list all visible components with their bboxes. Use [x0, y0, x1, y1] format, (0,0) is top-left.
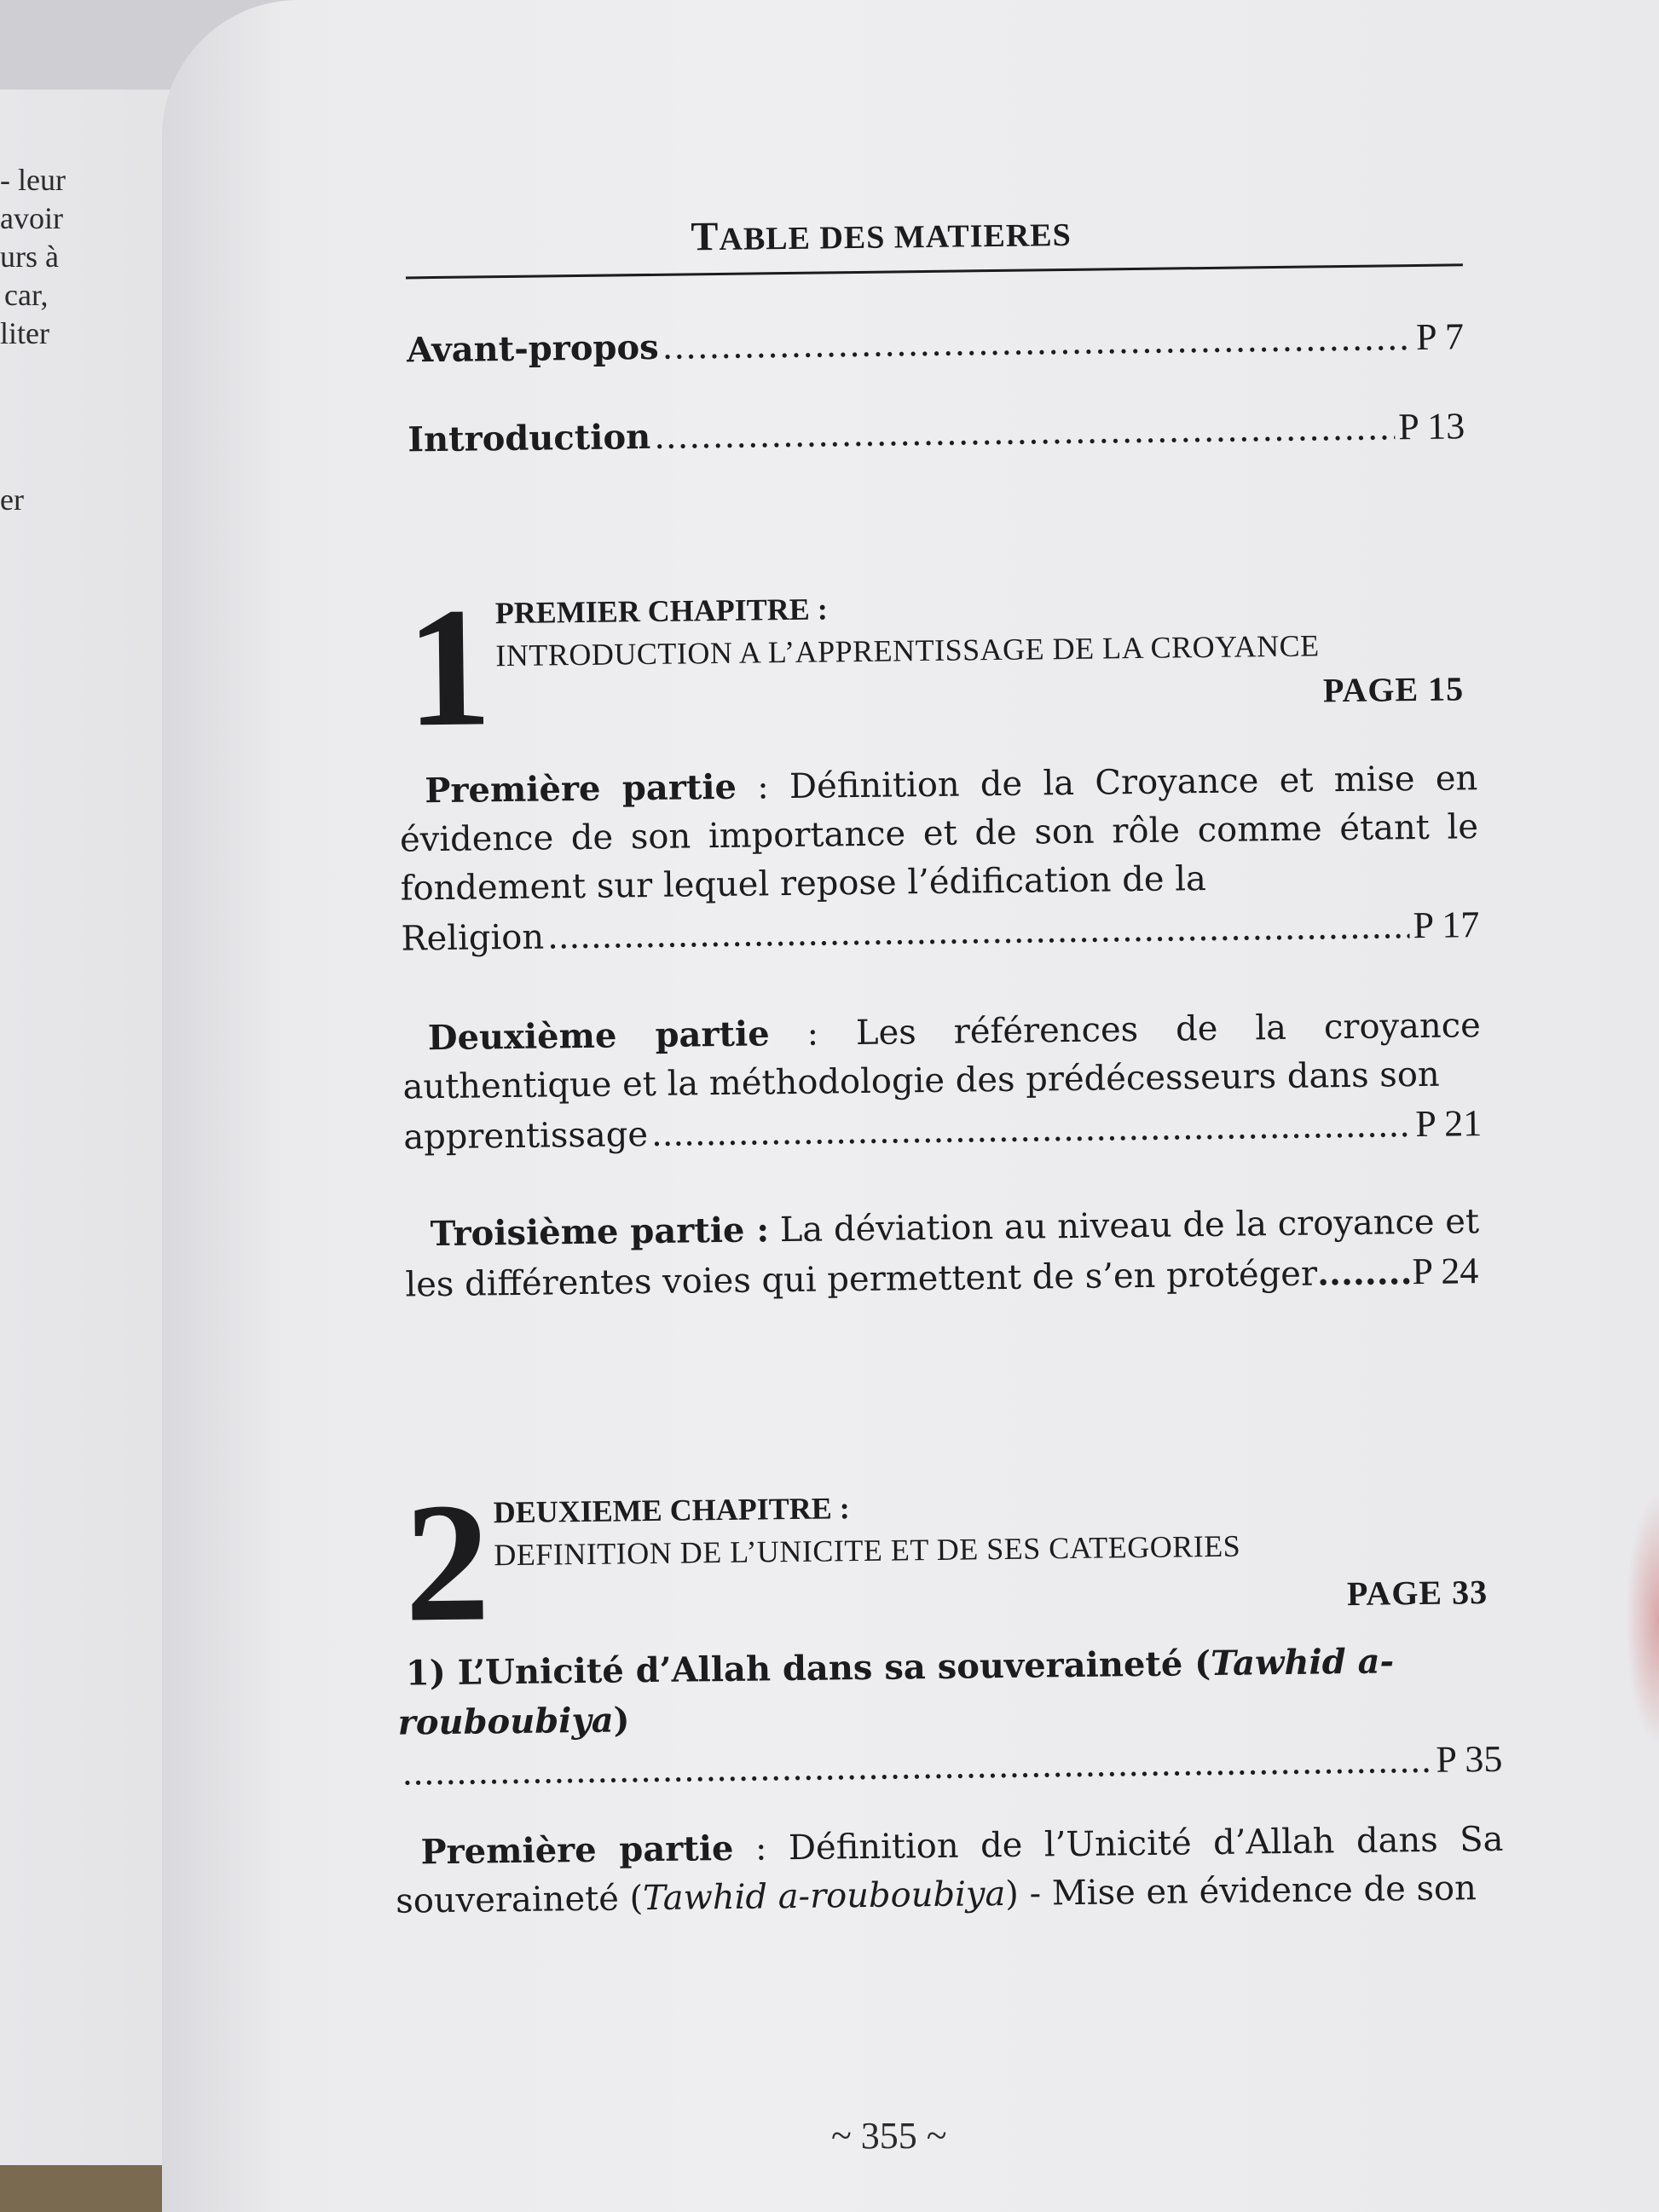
part-text: Religion	[401, 917, 545, 959]
part-page: P 17	[1413, 904, 1480, 947]
chapter-2-number: 2	[403, 1468, 491, 1658]
entry-label: Avant-propos	[406, 326, 659, 371]
part-text: : Définition de la Croyance et mise en évidence de son importance et de son rôle comme étant le fondement sur lequel repose l’édification de la	[399, 759, 1479, 909]
left-page-line: urs à	[0, 240, 59, 274]
chapter-2-page: PAGE 33	[1346, 1573, 1488, 1614]
part-label: Première partie	[425, 766, 737, 811]
entry-page: P 13	[1398, 405, 1465, 448]
chapter-1-number: 1	[405, 573, 493, 763]
left-page-line: car,	[4, 278, 49, 312]
page-number: ~ 355 ~	[831, 2115, 947, 2157]
section-label-italic: rouboubiya	[397, 1700, 614, 1743]
chapter-1-title: INTRODUCTION A L’APPRENTISSAGE DE LA CROYANCE	[495, 628, 1320, 673]
part-label: Première partie	[420, 1828, 734, 1873]
chapter-2-title: DEFINITION DE L’UNICITE ET DE SES CATEGORIES	[494, 1528, 1241, 1573]
book-cover-edge	[0, 2165, 162, 2212]
page-title: TABLE DES MATIERES	[691, 213, 1072, 260]
leader-dots: ........	[1316, 1252, 1413, 1294]
part-page: P 21	[1415, 1102, 1483, 1146]
left-page-line: liter	[0, 316, 49, 350]
section-label: 1) L’Unicité d’Allah dans sa souveraineté (	[405, 1643, 1211, 1694]
left-page-line: - leur	[0, 163, 66, 197]
part-text: les différentes voies qui permettent de s’en protéger	[405, 1254, 1318, 1305]
leader-dots	[651, 1101, 1413, 1159]
section-label-italic: Tawhid a-	[1210, 1641, 1395, 1684]
section-page: P 35	[1436, 1737, 1503, 1781]
chapter-1-part-2	[402, 1001, 1483, 1162]
part-label: Troisième partie :	[430, 1210, 770, 1255]
chapter-2-section-1	[397, 1636, 1503, 1799]
part-page: P 24	[1412, 1250, 1479, 1293]
chapter-2-part-1	[395, 1815, 1504, 1926]
finger-shadow	[1625, 1492, 1659, 1747]
part-text: : Définition de l’Unicité d’Allah dans Sa souveraineté (	[395, 1819, 1504, 1921]
leader-dots	[654, 408, 1396, 457]
chapter-1-part-3	[404, 1197, 1483, 1309]
part-text: La déviation au niveau de la croyance et	[768, 1202, 1480, 1250]
chapter-2-heading: DEUXIEME CHAPITRE :	[493, 1491, 850, 1530]
part-label: Deuxième partie	[427, 1014, 770, 1059]
part-text: apprentissage	[403, 1115, 649, 1158]
entry-label: Introduction	[408, 416, 651, 460]
chapter-1-heading: PREMIER CHAPITRE :	[494, 592, 829, 631]
left-page-line: avoir	[0, 201, 63, 235]
part-text: ) - Mise en évidence de son	[1004, 1868, 1477, 1914]
left-page-line: er	[0, 482, 24, 517]
section-label: )	[613, 1700, 630, 1741]
chapter-1-page: PAGE 15	[1322, 669, 1465, 710]
part-text: : Les références de la croyance authentique et la méthodologie des prédécesseurs dans son	[402, 1006, 1482, 1107]
chapter-1-part-1	[399, 754, 1480, 963]
entry-page: P 7	[1415, 315, 1465, 358]
part-text-italic: Tawhid a-rouboubiya	[642, 1874, 1006, 1919]
leader-dots	[662, 319, 1413, 367]
